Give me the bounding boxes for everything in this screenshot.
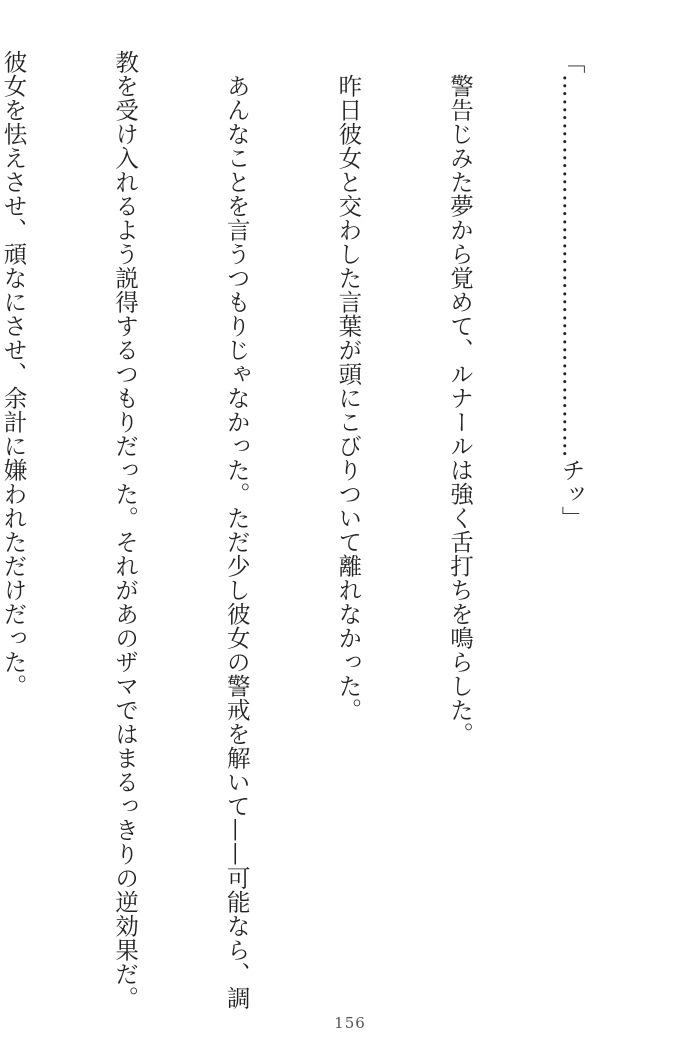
text-line: 教を受け入れるよう説得するつもりだった。それがあのザマではまるっきりの逆効果だ。	[111, 50, 140, 1010]
text-line: 「…………………………………………チッ」	[557, 50, 586, 530]
page-number: 156	[334, 1014, 366, 1032]
page-body-text	[0, 50, 664, 1010]
text-line: あんなことを言うつもりじゃなかった。ただ少し彼女の警戒を解いて——可能なら、調	[222, 50, 251, 1010]
text-line: 昨日彼女と交わした言葉が頭にこびりついて離れなかった。	[334, 50, 363, 722]
text-line: 警告じみた夢から覚めて、ルナールは強く舌打ちを鳴らした。	[445, 50, 474, 746]
text-line: 彼女を怯えさせ、頑なにさせ、余計に嫌われただけだった。	[0, 50, 28, 698]
